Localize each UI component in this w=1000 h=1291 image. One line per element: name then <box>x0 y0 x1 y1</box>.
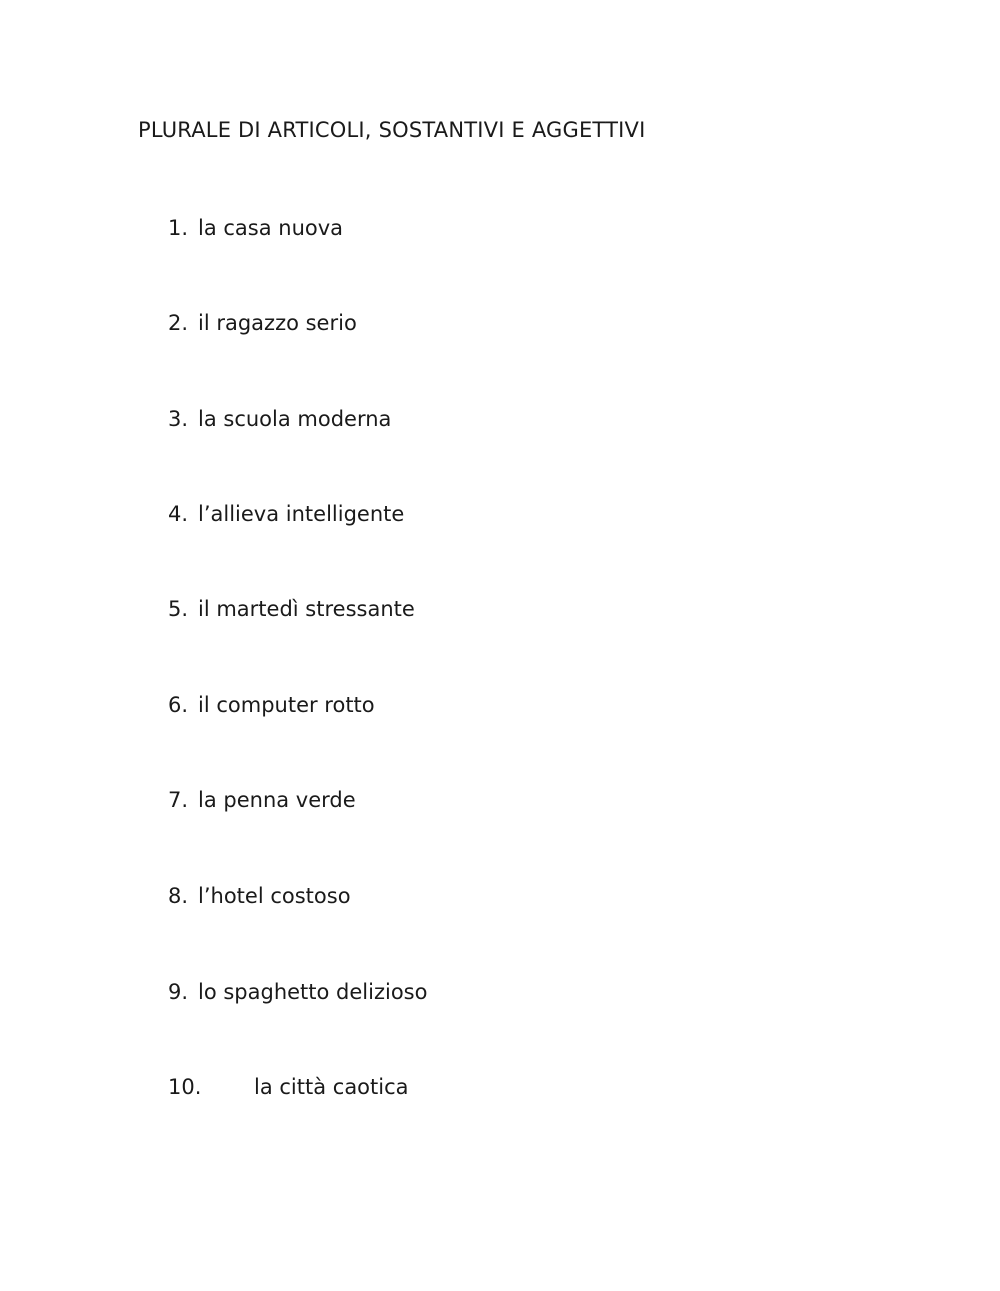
list-item <box>168 594 415 624</box>
worksheet-title: PLURALE DI ARTICOLI, SOSTANTIVI E AGGETTIVI <box>138 118 646 142</box>
item-text: la città caotica <box>254 1075 409 1099</box>
item-number: 1. <box>168 216 189 240</box>
item-text: il martedì stressante <box>198 597 415 621</box>
list-item <box>168 977 427 1007</box>
item-number: 6. <box>168 693 189 717</box>
list-item <box>168 690 375 720</box>
list-item <box>168 1072 409 1102</box>
item-text: lo spaghetto delizioso <box>198 980 428 1004</box>
item-number: 3. <box>168 407 189 431</box>
item-text: l’hotel costoso <box>198 884 351 908</box>
list-item <box>168 499 404 529</box>
item-number: 4. <box>168 502 189 526</box>
item-text: l’allieva intelligente <box>198 502 405 526</box>
item-number: 8. <box>168 884 189 908</box>
item-text: la casa nuova <box>198 216 344 240</box>
list-item <box>168 404 391 434</box>
item-text: il computer rotto <box>198 693 375 717</box>
list-item <box>168 785 356 815</box>
item-text: la scuola moderna <box>198 407 392 431</box>
item-text: il ragazzo serio <box>198 311 357 335</box>
list-item <box>168 308 357 338</box>
item-number: 10. <box>168 1075 202 1099</box>
item-number: 9. <box>168 980 189 1004</box>
item-number: 5. <box>168 597 189 621</box>
item-text: la penna verde <box>198 788 356 812</box>
list-item <box>168 881 351 911</box>
list-item <box>168 213 343 243</box>
item-number: 2. <box>168 311 189 335</box>
item-number: 7. <box>168 788 189 812</box>
